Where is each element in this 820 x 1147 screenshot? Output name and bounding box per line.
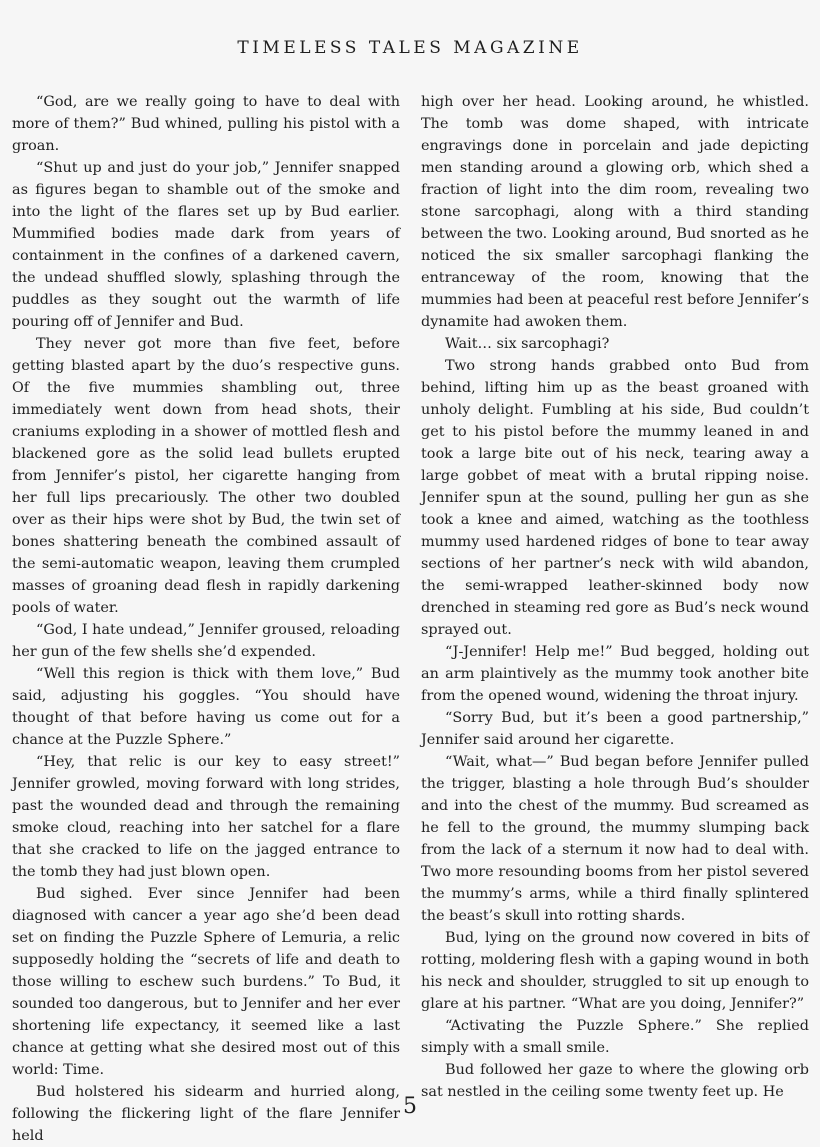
page-number: 5 [403,1094,417,1119]
paragraph: “Sorry Bud, but it’s been a good partnership,” Jennifer said around her cigarette. [421,710,809,748]
paragraph: Two strong hands grabbed onto Bud from behind, lifting him up as the beast groaned with unholy delight. Fumbling at his side, Bud couldn’t get to his pistol before the mummy leaned in and took a large bite out of his neck, tearing away a large gobbet of meat with a brutal ripping noise. Jennifer spun at the sound, pulling her gun as she took a knee and aimed, watching as the toothless mummy used hardened ridges of bone to tear away sections of her partner’s neck with wild abandon, the semi-wrapped leather-skinned body now drenched in steaming red gore as Bud’s neck wound sprayed out. [421,358,809,638]
paragraph: “Wait, what—” Bud began before Jennifer pulled the trigger, blasting a hole through Bud’s shoulder and into the chest of the mummy. Bud screamed as he fell to the ground, the mummy slumping back from the lack of a sternum it now had to deal with. Two more resounding booms from her pistol severed the mummy’s arms, while a third finally splintered the beast’s skull into rotting shards. [421,754,809,924]
paragraph: Bud, lying on the ground now covered in bits of rotting, moldering flesh with a gaping wound in both his neck and shoulder, struggled to sit up enough to glare at his partner. “What are you doing, Jennifer?” [421,930,809,1012]
paragraph: They never got more than five feet, before getting blasted apart by the duo’s respective guns. Of the five mummies shambling out, three immediately went down from head shots, their craniums exploding in a shower of mottled flesh and blackened gore as the solid lead bullets erupted from Jennifer’s pistol, her cigarette hanging from her full lips precariously. The other two doubled over as their hips were shot by Bud, the twin set of bones shattering beneath the combined assault of the semi-automatic weapon, leaving them crumpled masses of groaning dead flesh in rapidly darkening pools of water. [12,336,400,616]
paragraph: “God, are we really going to have to deal with more of them?” Bud whined, pulling his pistol with a groan. [12,94,400,154]
paragraph: “Shut up and just do your job,” Jennifer snapped as figures began to shamble out of the smoke and into the light of the flares set up by Bud earlier. Mummified bodies made dark from years of containment in the confines of a darkened cavern, the undead shuffled slowly, splashing through the puddles as they sought out the warmth of life pouring off of Jennifer and Bud. [12,160,400,330]
magazine-title: TIMELESS TALES MAGAZINE [237,38,583,58]
paragraph: “Activating the Puzzle Sphere.” She replied simply with a small smile. [421,1018,809,1056]
continued-paragraph: high over her head. Looking around, he whistled. The tomb was dome shaped, with intricate engravings done in porcelain and jade depicting men standing around a glowing orb, which shed a fraction of light into the dim room, revealing two stone sarcophagi, along with a third standing between the two. Looking around, Bud snorted as he noticed the six smaller sarcophagi flanking the entranceway of the room, knowing that the mummies had been at peaceful rest before Jennifer’s dynamite had awoken them. [421,94,809,330]
paragraph: Bud followed her gaze to where the glowing orb sat nestled in the ceiling some twenty feet up. He [421,1062,809,1100]
right-column [421,91,809,1103]
paragraph: Bud holstered his sidearm and hurried along, following the flickering light of the flare Jennifer held [12,1084,400,1144]
paragraph: “Hey, that relic is our key to easy street!” Jennifer growled, moving forward with long strides, past the wounded dead and through the remaining smoke cloud, reaching into her satchel for a flare that she cracked to life on the jagged entrance to the tomb they had just blown open. [12,754,400,880]
paragraph: “J-Jennifer! Help me!” Bud begged, holding out an arm plaintively as the mummy took another bite from the opened wound, widening the throat injury. [421,644,809,704]
paragraph: “God, I hate undead,” Jennifer groused, reloading her gun of the few shells she’d expended. [12,622,400,660]
paragraph: Wait… six sarcophagi? [445,336,610,352]
left-column [12,91,400,1147]
paragraph: “Well this region is thick with them love,” Bud said, adjusting his goggles. “You should have thought of that before having us come out for a chance at the Puzzle Sphere.” [12,666,400,748]
paragraph: Bud sighed. Ever since Jennifer had been diagnosed with cancer a year ago she’d been dead set on finding the Puzzle Sphere of Lemuria, a relic supposedly holding the “secrets of life and death to those willing to eschew such burdens.” To Bud, it sounded too dangerous, but to Jennifer and her ever shortening life expectancy, it seemed like a last chance at getting what she desired most out of this world: Time. [12,886,400,1078]
